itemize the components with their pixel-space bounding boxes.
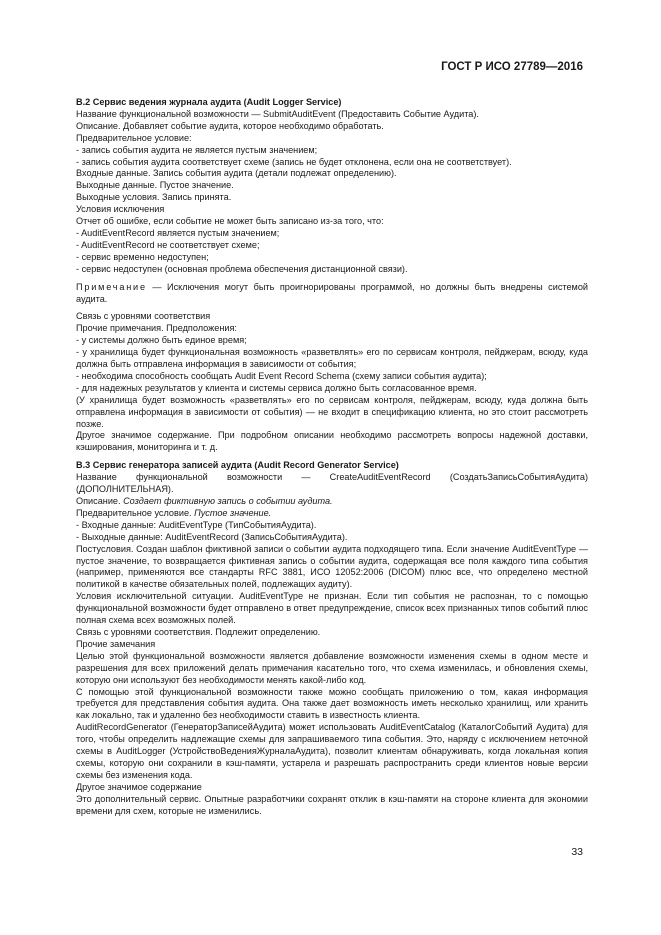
b3-line: Связь с уровнями соответствия. Подлежит определению.	[76, 626, 321, 637]
note-label: Примечание	[76, 281, 147, 292]
b2-line: - у системы должно быть единое время;	[76, 335, 247, 346]
label: Описание.	[76, 496, 124, 506]
b3-line: Другое значимое содержание	[76, 781, 202, 792]
b3-paragraph: Условия исключительной ситуации. AuditEventType не признан. Если тип события не распознан, то с помощью функциональной возможности будет отправлено в ответ предупреждение, список всех признанных типов событий плюс полная схема всех возможных полей.	[76, 591, 588, 626]
b2-paragraph: Другое значимое содержание. При подробном описании необходимо рассмотреть вопросы надежной доставки, кэширования, мониторинга и т. д.	[76, 430, 588, 453]
b3-paragraph: Название функциональной возможности — CreateAuditEventRecord (СоздатьЗаписьСобытияАудита) (ДОПОЛНИТЕЛЬНАЯ).	[76, 472, 588, 495]
b2-line: - сервис недоступен (основная проблема обеспечения дистанционной связи).	[76, 263, 408, 274]
b2-line: Условия исключения	[76, 204, 165, 215]
b2-line: Прочие примечания. Предположения:	[76, 323, 237, 334]
b2-line: Описание. Добавляет событие аудита, которое необходимо обработать.	[76, 120, 384, 131]
b2-line: Выходные данные. Пустое значение.	[76, 180, 234, 191]
b2-line: - запись события аудита соответствует схеме (запись не будет отклонена, если она не соответствует).	[76, 156, 512, 167]
b2-line: Предварительное условие:	[76, 132, 192, 143]
b3-description	[76, 496, 588, 508]
page-number: 33	[571, 846, 583, 858]
b2-line: - AuditEventRecord не соответствует схеме;	[76, 239, 260, 250]
b3-paragraph: Целью этой функциональной возможности является добавление возможности изменения схемы в одном месте и разрешения для всех приложений делать примечания касательно того, что схема изменилась, и обновления схемы, которую они используют без необходимости менять какой-либо код.	[76, 650, 588, 685]
b3-paragraph: С помощью этой функциональной возможности также можно сообщать приложению о том, какая информация требуется для представления события аудита. Она также дает возможность иметь несколько хранилищ, или хранить как локально, так и удаленно без необходимости ставить в известность клиента.	[76, 686, 588, 721]
section-b3-heading: B.3 Сервис генератора записей аудита (Audit Record Generator Service)	[76, 460, 399, 471]
b2-line: Выходные условия. Запись принята.	[76, 192, 232, 203]
b3-precondition	[76, 508, 588, 520]
b3-line: - Входные данные: AuditEventType (ТипСобытияАудита).	[76, 519, 317, 530]
value: Создает фиктивную запись о событии аудита.	[123, 496, 333, 506]
b2-line: Название функциональной возможности — SubmitAuditEvent (Предоставить Событие Аудита).	[76, 108, 479, 119]
b3-line: Прочие замечания	[76, 638, 156, 649]
b2-note	[76, 282, 588, 306]
document-body	[76, 91, 588, 817]
b2-line: - сервис временно недоступен;	[76, 251, 209, 262]
label: Предварительное условие.	[76, 507, 195, 518]
b3-paragraph: AuditRecordGenerator (ГенераторЗаписейАудита) может использовать AuditEventCatalog (КаталогСобытий Аудита) для того, чтобы определить надлежащие схемы для запрашиваемого типа события. Это, наряду с исключением неточной схемы в AuditLogger (УстройствоВеденияЖурналаАудита), позволит клиентам обнаруживать, когда локальная копия схемы, которую они сохранили в кэш-памяти, устарела и разрешать распространить среди клиентов новые версии схемы без изменения кода.	[76, 722, 588, 780]
b2-conformance: Связь с уровнями соответствия	[76, 311, 211, 322]
note-text: — Исключения могут быть проигнорированы программой, но должны быть внедрены системой аудита.	[76, 281, 588, 304]
b2-line: - AuditEventRecord является пустым значением;	[76, 227, 280, 238]
b2-line: Входные данные. Запись события аудита (детали подлежат определению).	[76, 168, 397, 179]
b2-paragraph: (У хранилища будет возможность «разветвлять» его по сервисам контроля, пейджерам, всюду, куда должна быть отправлена информация в зависимости от события) — не входит в спецификацию клиента, но это стоит рассмотреть позже.	[76, 394, 588, 429]
section-b2-heading: B.2 Сервис ведения журнала аудита (Audit Logger Service)	[76, 97, 342, 107]
b3-line: - Выходные данные: AuditEventRecord (ЗаписьСобытияАудита).	[76, 531, 348, 542]
value: Пустое значение.	[194, 507, 272, 518]
b3-paragraph: Постусловия. Создан шаблон фиктивной записи о событии аудита подходящего типа. Если значение AuditEventType — пустое значение, то возвращается фиктивная запись о событии аудита, содержащая все поля каждого типа события (например, применяются все стандарты RFC 3881, ИСО 12052:2006 (DICOM) плюс все, что определено местной политикой в качестве обязательных полей, подлежащих аудиту).	[76, 543, 588, 590]
b3-paragraph: Это дополнительный сервис. Опытные разработчики сохранят отклик в кэш-памяти на стороне клиента для экономии времени для схем, которые не изменились.	[76, 793, 588, 816]
b2-line: - необходима способность сообщать Audit Event Record Schema (схему записи события аудита);	[76, 370, 487, 381]
b2-line: - запись события аудита не является пустым значением;	[76, 144, 318, 155]
b2-line: Отчет об ошибке, если событие не может быть записано из-за того, что:	[76, 216, 384, 227]
document-header: ГОСТ Р ИСО 27789—2016	[441, 61, 583, 73]
b2-paragraph: - у хранилища будет функциональная возможность «разветвлять» его по сервисам контроля, пейджерам, всюду, куда должна быть отправлена информация в зависимости от события;	[76, 347, 588, 370]
b2-line: - для надежных результатов у клиента и системы сервиса должно быть согласованное время.	[76, 382, 477, 393]
